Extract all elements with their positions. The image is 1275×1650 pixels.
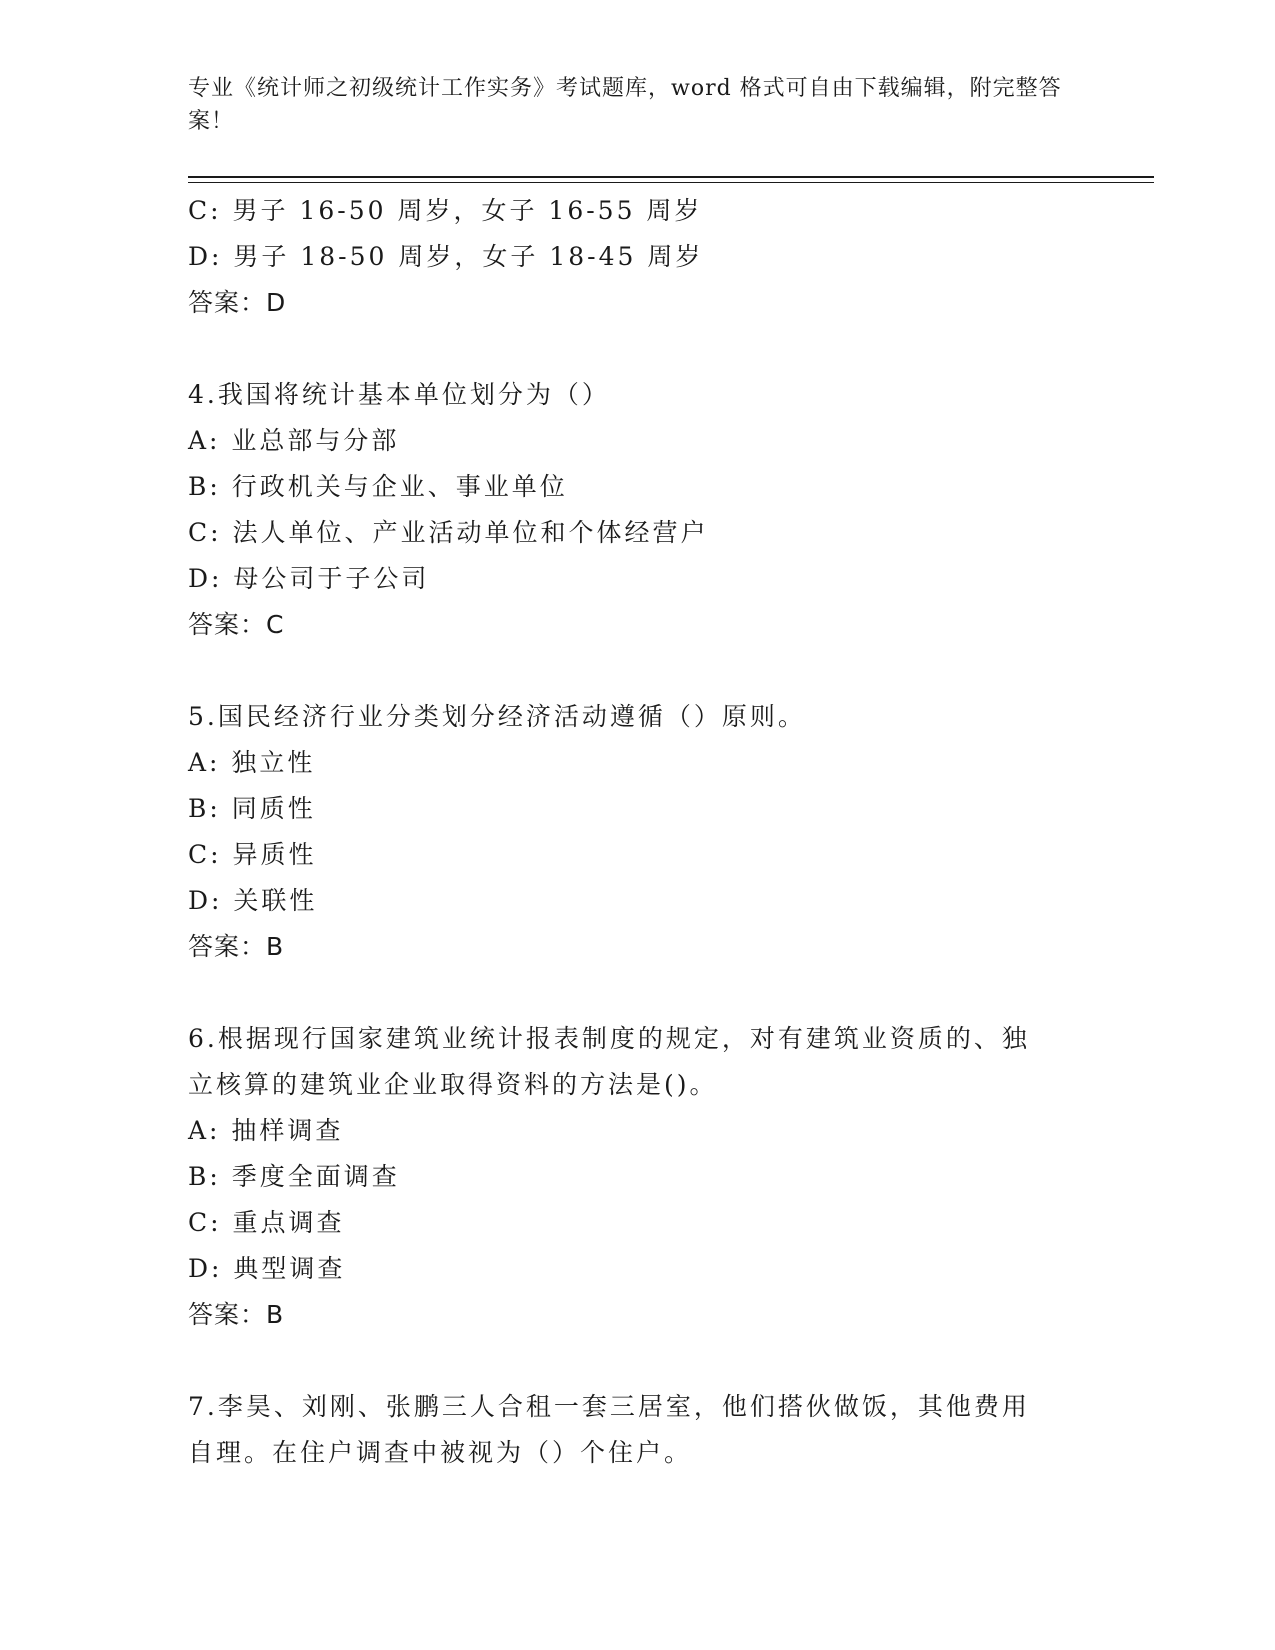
question-text: 5.国民经济行业分类划分经济活动遵循（）原则。 <box>188 702 806 731</box>
option-b: B: 同质性 <box>188 794 316 823</box>
question-block <box>188 694 1068 970</box>
question-text-line-2: 自理。在住户调查中被视为（）个住户。 <box>188 1438 693 1467</box>
option-d: D: 典型调查 <box>188 1254 346 1283</box>
option-a: A: 业总部与分部 <box>188 426 400 455</box>
answer-line: 答案：B <box>188 1300 285 1329</box>
header-divider-thick <box>188 176 1154 178</box>
question-block <box>188 372 1068 648</box>
question-block <box>188 1384 1068 1476</box>
option-c: C: 男子 16-50 周岁，女子 16-55 周岁 <box>188 196 703 225</box>
question-text: 4.我国将统计基本单位划分为（） <box>188 380 610 409</box>
option-b: B: 季度全面调查 <box>188 1162 400 1191</box>
answer-line: 答案：D <box>188 288 287 317</box>
option-c: C: 法人单位、产业活动单位和个体经营户 <box>188 518 709 547</box>
question-block <box>188 188 1068 326</box>
answer-line: 答案：B <box>188 932 285 961</box>
header-divider-thin <box>188 182 1154 183</box>
option-a: A: 抽样调查 <box>188 1116 344 1145</box>
option-d: D: 母公司于子公司 <box>188 564 430 593</box>
option-c: C: 重点调查 <box>188 1208 345 1237</box>
option-c: C: 异质性 <box>188 840 317 869</box>
question-text-line-2: 立核算的建筑业企业取得资料的方法是()。 <box>188 1070 718 1099</box>
option-d: D: 关联性 <box>188 886 318 915</box>
document-header: 专业《统计师之初级统计工作实务》考试题库，word 格式可自由下载编辑，附完整答案！ <box>188 76 1062 134</box>
answer-line: 答案：C <box>188 610 285 639</box>
question-text-line-1: 6.根据现行国家建筑业统计报表制度的规定，对有建筑业资质的、独 <box>188 1024 1030 1053</box>
question-text-line-1: 7.李昊、刘刚、张鹏三人合租一套三居室，他们搭伙做饭，其他费用 <box>188 1392 1030 1421</box>
question-list <box>188 188 1068 1476</box>
option-b: B: 行政机关与企业、事业单位 <box>188 472 568 501</box>
option-a: A: 独立性 <box>188 748 316 777</box>
question-block <box>188 1016 1068 1338</box>
option-d: D: 男子 18-50 周岁，女子 18-45 周岁 <box>188 242 704 271</box>
